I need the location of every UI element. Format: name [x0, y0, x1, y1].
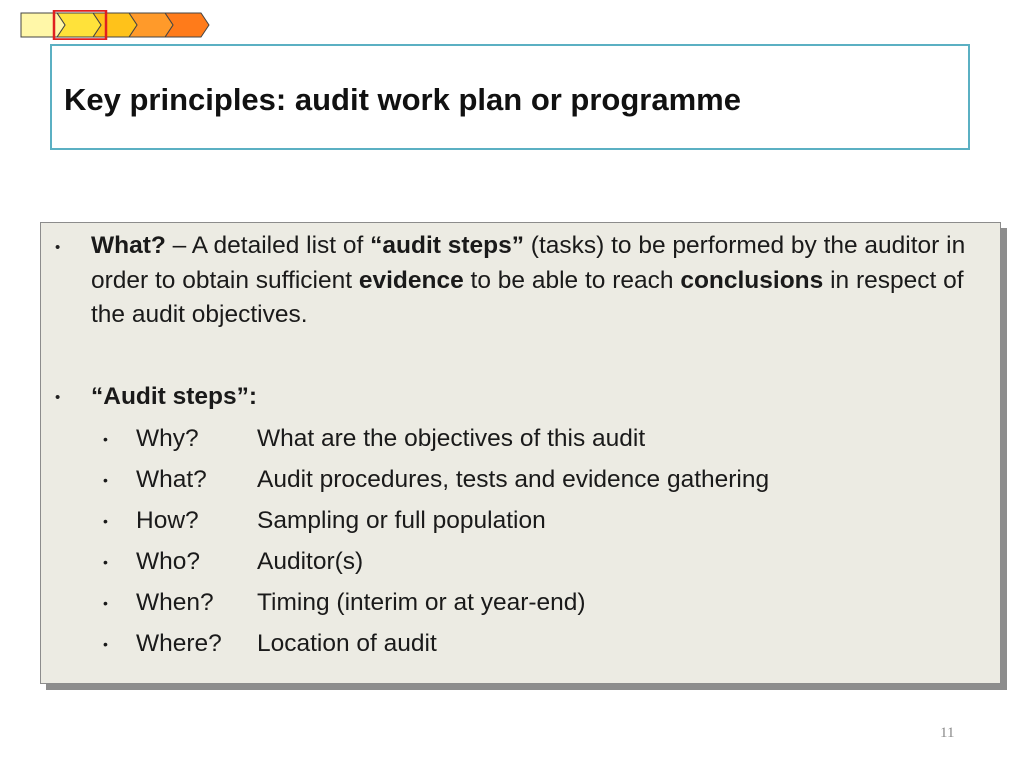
step-answer: What are the objectives of this audit: [257, 425, 646, 452]
step-question: How?: [136, 507, 199, 534]
step-answer: Audit procedures, tests and evidence gathering: [257, 466, 770, 493]
step-answer: Timing (interim or at year-end): [257, 589, 586, 616]
step-bullet: •: [103, 554, 108, 570]
page-title: Key principles: audit work plan or programme: [64, 82, 741, 117]
progress-chevron-1: [21, 13, 65, 37]
bullet-2: •: [55, 389, 61, 406]
step-answer: Sampling or full population: [257, 507, 546, 534]
end-text: in respect of the audit objectives.: [91, 266, 964, 328]
audit-step-row: [41, 460, 941, 500]
content-box: [40, 222, 1001, 684]
page-number: 11: [940, 725, 955, 741]
step-bullet: •: [103, 431, 108, 447]
tasks-text: (tasks) to be performed by the auditor in order to obtain sufficient: [91, 232, 966, 294]
step-bullet: •: [103, 513, 108, 529]
step-answer: Location of audit: [257, 630, 437, 657]
audit-step-row: [41, 624, 941, 664]
audit-steps-heading: “Audit steps”:: [91, 383, 258, 410]
audit-step-row: [41, 419, 941, 459]
step-bullet: •: [103, 595, 108, 611]
dash-text: – A detailed list of: [165, 232, 371, 259]
evidence-term: evidence: [358, 266, 464, 294]
step-question: Why?: [136, 425, 199, 452]
bullet-1: •: [55, 239, 61, 256]
reach-text: to be able to reach: [463, 266, 681, 294]
what-label: What?: [91, 232, 166, 259]
progress-chevrons: [18, 10, 242, 40]
step-question: What?: [136, 466, 207, 493]
title-box: [50, 44, 970, 150]
step-bullet: •: [103, 472, 108, 488]
step-question: When?: [136, 589, 214, 616]
audit-step-row: [41, 501, 941, 541]
step-question: Where?: [136, 630, 222, 657]
step-question: Who?: [136, 548, 201, 575]
audit-steps-term: “audit steps”: [370, 232, 524, 259]
step-answer: Auditor(s): [257, 548, 364, 575]
what-paragraph: [91, 229, 991, 333]
step-bullet: •: [103, 636, 108, 652]
audit-step-row: [41, 583, 941, 623]
conclusions-term: conclusions: [680, 266, 824, 294]
audit-step-row: [41, 542, 941, 582]
